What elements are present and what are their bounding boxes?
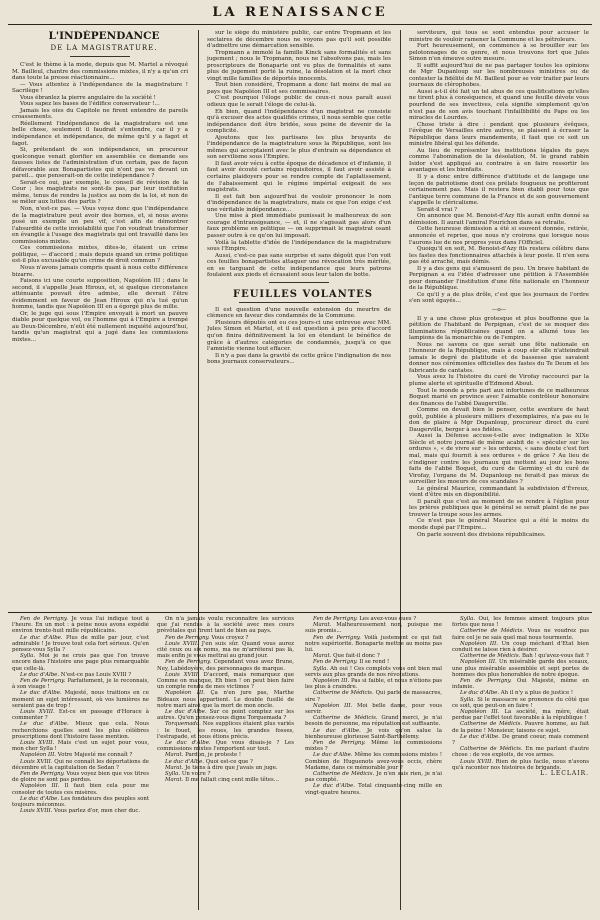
- paragraph: Nous ne savons ce que serait une fête nationale en l'honneur de la République, mais à coup sûr elle n'atteindrait jamais le degré de platitude et de bassesse que savaient donner nos cérémonies officielles des fastes du Te Deum et les fabricants de cantates.: [409, 341, 589, 374]
- dialogue-line: [452, 659, 589, 678]
- dialogue-speaker: Louis XVIII.: [460, 758, 496, 765]
- dialogue-line: [12, 709, 149, 721]
- dialogue-text: Grand merci, je n'ai besoin de personne, ma réputation est suffisante.: [305, 715, 442, 728]
- dialogue-text: Je vois qu'on salue la bienheureuse glorieuse Saint-Barthélemy.: [305, 727, 442, 740]
- dialogue-line: [157, 641, 294, 660]
- dialogue-line: [305, 740, 442, 752]
- dialogue-line: [305, 703, 442, 715]
- dialogue-text: Je n'en sais rien, je n'ai pas compté.: [305, 771, 442, 784]
- dialogue-speaker: Le duc d'Albe.: [20, 721, 76, 728]
- dialogue-speaker: Catherine de Médicis.: [313, 771, 377, 778]
- dialogue-text: On n'a jamais voulu reconnaître les services que j'ai rendus à la société avec mes cours prévôtales qui firent tant de bien au pays.: [157, 616, 294, 635]
- paragraph: C'est le thème à la mode, depuis que M. Martel a révoqué M. Baillеul, chantre des commissions mixtes, il n'y a qu'un cri dans toute la presse réactionnaire...: [12, 62, 188, 82]
- dialogue-speaker: Napoléon III.: [165, 690, 211, 697]
- dialogue-speaker: Le duc d'Albe.: [313, 752, 355, 759]
- dialogue-line: [157, 721, 294, 740]
- paragraph: On parle souvent des divisions républicaines.: [417, 531, 546, 538]
- dialogue-speaker: Louis XVIII.: [165, 671, 204, 678]
- paragraph: Serait-il vrai ?: [417, 206, 458, 213]
- dialogue-text: Plus de mille par jour, c'est admirable ! Je trouve tout cela fort sérieux. Qu'en pensez-vous Sylla ?: [12, 634, 149, 654]
- dialogue-speaker: Fen de Perrigny.: [165, 634, 212, 641]
- dialogue-speaker: Napoléon III.: [313, 702, 357, 709]
- dialogue-text: Que vous disais-je ? Les commissions mixtes l'emportent sur tout.: [157, 740, 294, 753]
- dialogue-text: Sur ce point comptez sur les autres. Qu'en pensez-vous digne Torquemada ?: [157, 709, 294, 722]
- dialogue-text: Que fait-il donc ?: [333, 653, 380, 660]
- dialogue-text: Les avez-vous eues ?: [359, 616, 417, 622]
- dialogue-line: [157, 709, 294, 721]
- feuilleton-title: FEUILLES VOLANTES: [232, 288, 374, 300]
- dialogue-speaker: Fen de Perrigny.: [20, 616, 72, 622]
- paragraph: Tout le monde a pris part aux infortunes de ce malheureux Boquet marié en province avec l'aimable contrôleur honoraire des finances de l'abbé Daugerville.: [409, 387, 589, 407]
- paragraph: Il suffit aujourd'hui de ne pas partager toutes les opinions de Mgr Dupanloup sur les nombreuses ministres ou de contester la fidélité de M. Baillеul pour se voir traiter par leurs journaux de clérophobes.: [409, 62, 589, 89]
- dialogue-text: En me parlant d'autre chose : de vos exploits, de vos armes.: [452, 746, 589, 759]
- dialogue-text: Bah ! qu'avez-vous fait ?: [522, 653, 589, 660]
- paragraph: Ce qu'il y a de plus drôle, c'est que les journaux de l'ordre s'en sont égayés...: [409, 291, 589, 305]
- dialogue-text: Pauvre homme, au fait de la peine ! Monsieur, taisons ce sujet.: [452, 721, 589, 734]
- dialogue-text: Si le massacre se prononce du côté que ce soit, que peut-on en faire !: [452, 696, 589, 709]
- dialogue-speaker: Sylla.: [460, 696, 478, 703]
- dialogue-text: Il faut bien cela pour me consoler de toutes ces misères.: [12, 783, 149, 796]
- dialogue-line: [305, 771, 442, 783]
- dialogue-speaker: Fen de Perrigny.: [20, 678, 68, 685]
- dialogue-speaker: Le duc d'Albe.: [313, 727, 367, 734]
- dialogue-text: N'est-ce pas Louis XVIII ?: [60, 671, 132, 678]
- dialogue-line: [452, 628, 589, 640]
- dialogue-text: J'en suis sûr. Quand vous aurez cité ceux ou six noms, ma ne m'arrêterai pas là, mais enfin je vous mettrai au grand jour.: [157, 640, 294, 660]
- paragraph: Ces commissions mixtes, dites-le, étaient un crime politique, — d'accord ; mais depuis quand un crime politique est-il plus excusable qu'un crime de droit commun ?: [12, 245, 188, 265]
- dialogue-line: [12, 771, 149, 783]
- dialogue-speaker: Marat.: [313, 653, 334, 660]
- dialogue-text: Les fondateurs des peuples sont toujours méconnus.: [12, 795, 149, 809]
- dialogue-line: [12, 678, 149, 690]
- dialogue-text: Parfaitement, je le reconnais, à son visage !: [12, 678, 149, 691]
- dialogue-text: Vous parlez d'or, mon cher duc.: [54, 808, 141, 815]
- author-signature: L. LECLAIR.: [540, 770, 589, 778]
- dialogue-line: [157, 777, 294, 783]
- dialogue-line: [305, 622, 442, 634]
- feuilleton-rule: [239, 302, 359, 303]
- dialogue-speaker: Le duc d'Albe.: [165, 740, 216, 747]
- paragraph: C'est pourquoi l'éloge public de ceux-ci nous paraît aussi odieux que le serait l'éloge de celui-là.: [207, 95, 391, 109]
- dialogue-speaker: Le duc d'Albe.: [460, 690, 501, 697]
- dialogue-speaker: Louis XVIII.: [165, 640, 202, 647]
- dialogue-speaker: Catherine de Médicis.: [313, 715, 382, 722]
- dialogue-speaker: Marat.: [165, 777, 186, 784]
- dialogue-speaker: Sylla.: [313, 665, 331, 672]
- paragraph: Chose triste à dire : pendant que plusieurs évêques, l'évêque de Versailles entre autres, se plaisent à écraser la République dans leurs mandements, il faut que ce soit un ministre libéral qui les défende.: [409, 121, 589, 148]
- paragraph: Vous ébranlez la pierre angulaire de la société !: [20, 94, 156, 101]
- paragraph: Il y a donc entre différence d'attitude et de langage une leçon de patriotisme dont ces prélats fougueux ne profiteront certainement pas. Mais il restera bien établi pour tous que l'antique terre commune de la France et de son gouvernement s'appelle le cléricalisme.: [409, 174, 589, 207]
- article-title: L'INDÉPENDANCE: [48, 30, 160, 42]
- column-2: [207, 30, 391, 608]
- dialogue-speaker: Louis XVIII.: [20, 740, 58, 747]
- dialogue-text: Même les commissions mixtes ! Combien de Huguenots avez-vous occis, chère Madame, dans ce mémorable jour ?: [305, 752, 442, 771]
- dialogue-speaker: Marat.: [165, 752, 186, 759]
- dialogue-speaker: Louis XVIII.: [20, 709, 59, 716]
- dialogue-speaker: Louis XVIII.: [20, 758, 55, 765]
- dialogue-speaker: Catherine de Médicis.: [313, 690, 376, 697]
- article-subtitle: DE LA MAGISTRATURE.: [50, 44, 158, 52]
- paragraph: Il y a une chose plus grotesque et plus bouffonne que la pétition de l'habitant de Perpignan, c'est de se moquer des illuminations républicaines quand on a allumé tous les lampions de la monarchie ou de l'empire.: [409, 315, 589, 342]
- dialogue-speaker: Marat.: [313, 622, 337, 629]
- dialogue-column-3: [305, 616, 442, 908]
- paragraph: Aussi la Défense accuse-t-elle avec indignation le XIXe Siècle et notre journal de même acabit de « spéculer sur les ordures », « de vivre sur » les ordures, « sans doute c'est fort mal, mais qui fournit à ses ordures » de grâce ? Au lieu de s'indigner contre les journaux qui mettent au jour les bons faits de l'abbé Boquet, du curé de Germiny et du curé de Virofay, l'organe de M. Dupanloup ne ferait-il pas mieux de surveiller les moeurs de ces scandales ?: [409, 433, 589, 486]
- paragraph: Comme on devait bien le penser, cette aventure de haut goût, publiée à plusieurs milliers d'exemplaires, n'a pas eu le don de plaire à Mgr Dupanloup, procureur direct du curé Daugerville, berger à ses fidèles.: [409, 407, 589, 433]
- paragraph: Or, le juge qui sous l'Empire envoyait à mort un pauvre diable pour quelque vol, ou l'homme qui à l'Empire a trempé au Deux-Décembre, n'eût été nullement inquiété aujourd'hui, tandis qu'un magistrat qui a jugé dans les commissions mixtes...: [12, 310, 188, 343]
- dialogue-speaker: Sylla.: [20, 653, 40, 660]
- paragraph: Plusieurs députés ont eu ces jours-ci une entrevue avec MM. Jules Simon et Martel, et il est question à peu près d'accord qu'on finira définitivement la loi en étendant le bénéfice de grâce à d'autres catégories de condamnés, jusqu'à ce que l'amnistie vienne tout effacer.: [207, 319, 391, 353]
- dialogue-speaker: Le duc d'Albe.: [20, 671, 61, 678]
- dialogue-text: Un votre ?: [181, 771, 211, 778]
- dialogue-line: [12, 616, 149, 635]
- dialogue-line: [452, 721, 589, 733]
- dialogue-speaker: Sylla.: [460, 616, 479, 622]
- paragraph: Aussi, c'est-ce pas sans surprise et sans dégoût que l'on voit ces feuilles bonapartistes attaquer une révocation très méritée, en se targuant de cette indépendance que leurs patrons foulaient aux pieds et écrasaient sous leur talon de botte.: [207, 252, 391, 279]
- dialogue-line: [305, 715, 442, 727]
- dialogue-speaker: Marat.: [165, 764, 186, 771]
- dialogue-text: Un misérable garde des sceaux, une plus misérable assemblée et sept portes de hommes des plus honorables de notre époque.: [452, 659, 589, 678]
- dialogue-text: Il me fallait cinq cent mille têtes...: [185, 777, 279, 784]
- dialogue-line: [12, 759, 149, 771]
- dialogue-text: Même les commissions mixtes ?: [305, 740, 442, 753]
- dialogue-line: [452, 734, 589, 746]
- dialogue-line: [12, 690, 149, 709]
- dialogue-column-1: [12, 616, 149, 908]
- dialogue-text: Ça n'en jure pas, Marthe Bideaux nous appartient. Le double fusillé de notre mari ainsi que la mort de mon oncle.: [157, 690, 294, 709]
- paragraph: Eh bien, quand l'indépendance d'un magistrat ne consiste qu'à excuser des actes qualifiés crimes, il nous semble que cette indépendance doit être bridée, sous peine de devenir de la complicité.: [207, 108, 391, 135]
- paragraph: Quoiqu'il en soit, M. Benoist-d'Azy fils restera célèbre dans les fastes des fonctionnaires attachés à leur poste. Il n'en sera pas été arraché, mais démis.: [409, 246, 589, 266]
- dialogue-line: [452, 746, 589, 758]
- dialogue-text: Vous ne voudrez pas faire cel je ne sais quel mal nous tourmente.: [452, 628, 589, 641]
- dialogue-text: Cependant vous avez Brune, Ney, Labédoyère, des personnages de marque.: [157, 659, 294, 672]
- paragraph: Il faut avoir vécu à cette époque de décadence et d'infamie, il faut avoir écouté certains réquisitoires, il faut avoir assisté à certains plaidoyers pour se rendre compte de l'aplatissement, de l'abaissement qui le régime impérial exigeait de ses magistrats.: [207, 160, 391, 194]
- dialogue-text: Pardon, je proteste !: [185, 752, 242, 759]
- paragraph: Vous sapez les bases de l'édifice conservateur !...: [20, 101, 160, 108]
- dialogue-speaker: Torquemada.: [165, 721, 203, 728]
- dialogue-speaker: Napoléon III.: [460, 659, 500, 666]
- masthead-rule: [8, 24, 592, 25]
- dialogue-line: [305, 783, 442, 795]
- paragraph: Si, prétendant de son indépendance, un procureur quelconque venait glorifier en assemblée ce demande ses fausses listes de l'administration d'un certain, pas de façon défavorable aux Bonapartistes qui n'ont pas vu devant un pareil... que penserait-on de cette indépendance ?: [12, 147, 188, 180]
- dialogue-speaker: Fen de Perrigny.: [165, 659, 214, 666]
- dialogue-line: [12, 653, 149, 672]
- paragraph: Aussi a-t-il été fait un tel abus de ces qualifications qu'elles ne tirent plus à conséquence, et quand une feuille dévote vous pourfend de ses invectives, cela signifie simplement qu'on n'est pas de son avis touchant l'infaillibilité du Pape ou les miracles de Lourdes.: [409, 88, 589, 122]
- paragraph: Voilà la tablette d'idée de l'indépendance de la magistrature sous l'Empire.: [207, 239, 391, 253]
- dialogue-speaker: Fen de Perrigny.: [313, 740, 372, 747]
- paragraph: Il n'y a pas dans la gravité de cette grâce l'indignation de nos bons journaux conservateurs...: [207, 352, 391, 366]
- dialogue-text: Majesté, nous traitions en ce moment un sujet intéressant, où vos lumières ne seraient pas de trop !: [12, 690, 149, 709]
- dialogue-line: [12, 635, 149, 654]
- section-separator: [269, 282, 329, 283]
- dialogue-speaker: Le duc d'Albe.: [313, 783, 359, 790]
- dialogue-speaker: Fen de Perrigny.: [20, 771, 67, 778]
- dialogue-column-2: [157, 616, 294, 908]
- paragraph: Le général Maurice, commandant la subdivision d'Évreux, vient d'être mis en disponibilité.: [409, 485, 589, 499]
- dialogue-speaker: Le duc d'Albe.: [20, 795, 61, 802]
- article4-body: [409, 30, 589, 538]
- dialogue-text: Pas si faible, et nous n'étions pas les plus à craindre.: [305, 678, 442, 691]
- dialogue-text: Ah oui ! Ces complots vous ont bien mal servis aux plus grands de nos révolutions.: [305, 665, 442, 678]
- dialogue-line: [12, 721, 149, 740]
- dialogue-text: Vous croyez ?: [211, 634, 249, 641]
- dialogue-text: Total cinquante-cinq mille en vingt-quatre heures.: [305, 783, 442, 796]
- paragraph: serviteurs, qui tous se sont entendus pour accuser le ministre de vouloir ramener la Commune et les pétroleurs.: [409, 30, 589, 43]
- dialogue-text: Vous voyez bien que vos titres de gloire ne sont pas perdus.: [12, 771, 149, 784]
- dialogue-text: Moi belle dame, pour vous servir.: [305, 702, 442, 716]
- dialogue-speaker: Louis XVIII.: [20, 808, 55, 815]
- dialogue-text: Qui parle de massacres, sire ?: [305, 690, 442, 703]
- dialogue-text: Oui, les femmes aiment toujours plus fortes que nous !: [452, 616, 589, 629]
- dialogue-speaker: Catherine de Médicis.: [460, 628, 528, 635]
- paragraph: Jamais les oies du Capitole ne firent entendre de pareils croassements.: [12, 107, 188, 121]
- dialogue-text: Je tiens à dire que j'avais un juge.: [185, 764, 278, 771]
- paragraph: Tout bien considéré, Tropmann a donc fait moins de mal au pays que Napoléon III et ses commissaires.: [207, 82, 391, 95]
- dialogue-text: De grand coeur, mais comment ?: [452, 733, 589, 747]
- article2-body: [207, 30, 391, 279]
- dialogue-text: Oui Majesté, même en infamie.: [452, 678, 589, 691]
- dialogue-text: D'accord, mais remarquez que Comme on manque, Eh bien ! on peut bien faire un compte rendu de mes victimes ?: [157, 671, 294, 691]
- dialogue-line: [157, 672, 294, 691]
- dialogue-speaker: Le duc d'Albe.: [460, 733, 503, 740]
- dialogue-text: Je vous l'ai indiqué tout à l'heure. En un mot : à peine nous avons expédié environ trente-huit mille républicains.: [12, 616, 149, 635]
- dialogue-text: Mieux que cela. Nous recherchions quelles sont les plus célèbres proscriptions dont l'histoire fasse mention.: [12, 721, 149, 740]
- title-separator: [70, 56, 130, 57]
- dialogue-text: Ah il n'y a plus de justice !: [500, 690, 574, 697]
- paragraph: Réellement l'indépendance de la magistrature est une belle chose, seulement il faudrait s'entendre, car il y a indépendance et indépendance, de même qu'il y a fagot et fagot.: [12, 120, 188, 147]
- column-1: [12, 30, 188, 608]
- dialogue-speaker: Le duc d'Albe.: [165, 709, 210, 716]
- paragraph: On annonce que M. Benoist-d'Azy fils aurait enfin donné sa démission. Il aurait l'amiral Fourichon dans sa retraite.: [409, 213, 589, 226]
- dialogue-line: [12, 740, 149, 752]
- dialogue-text: Il se rend !: [359, 659, 390, 666]
- dialogue-text: Votre Majesté me connaît ?: [57, 752, 133, 759]
- dialogue-text: Est-ce en passage d'Horace à commenter ?: [12, 709, 149, 722]
- paragraph: Nous n'avons jamais compris quant à nous cette différence bizarre.: [12, 264, 188, 278]
- dialogue-line: [12, 808, 149, 814]
- dialogue-speaker: Napoléon III.: [460, 640, 502, 647]
- paragraph: Vous avez lu l'histoire du curé de Virofay raccourci par la plume alerte et spirituelle d'Edmond About.: [409, 374, 589, 387]
- paragraph: Non, n'est-ce pas. — Vous voyez donc que l'indépendance de la magistrature peut avoir des bornes, et, si nous avons posé un exemple un peu vif, c'est afin de démontrer l'absurdité de cette inviolabilité que l'on voudrait transformer en évangile à l'usage des magistrats qui ont travaillé dans les commissions mixtes.: [12, 206, 188, 245]
- dialogue-speaker: Napoléon III.: [20, 783, 65, 790]
- paragraph: Une mise à pied immédiate punissait le malheureux de son courage d'intransigeance, — et, il ne s'agissait pas alors d'un faux problème en politique — on supprimait le magistrat osant passer outre à ce qu'on lui imposait.: [207, 213, 391, 239]
- dialogue-line: [452, 709, 589, 721]
- feuilleton-divider: [8, 612, 592, 613]
- dialogue-text: Un coup méchant d'Etat bien conduit ne laisse rien à désirer.: [452, 640, 589, 654]
- dialogue-line: [157, 740, 294, 752]
- dialogue-line: [305, 678, 442, 690]
- dialogue-line: [452, 616, 589, 628]
- dialogue-line: [305, 690, 442, 702]
- paragraph: Ajoutons que les partisans les plus bruyants de l'indépendance de la magistrature sous la République, sont les mêmes qui acceptaient avec le plus d'entrain sa dépendance et son servilisme sous l'Empire.: [207, 134, 391, 161]
- dialogue-text: Qui ne connaît les déportations de décembre et la capitulation de Sedan ?: [12, 758, 149, 771]
- dialogue-text: Nos supplices étaient plus variés : le fouet, les roues, les grandes fosses, l'estrapade, et nous étions précis.: [157, 721, 294, 740]
- dialogue-line: [157, 690, 294, 709]
- paragraph: Ce n'est pas le général Maurice qui a été le moins du monde dupé par l'Empire...: [409, 518, 589, 532]
- dialogue-speaker: Fen de Perrigny.: [313, 634, 365, 641]
- dialogue-text: La société, ma mère, était perdue par l'effet tout favorable à la république !: [452, 709, 589, 722]
- section-separator: —o—: [491, 306, 507, 313]
- paragraph: Serait-ce oui, par exemple, le conseil de révision de la Cour ; les magistrats ne sont-ils pas, par leur institution même, tenus de rendre la justice au nom de la loi, et non de se mêler aux luttes des partis ?: [12, 179, 188, 206]
- dialogue-line: [12, 783, 149, 795]
- dialogue-line: [452, 697, 589, 709]
- dialogue-line: [305, 635, 442, 654]
- masthead: LA RENAISSANCE: [212, 5, 388, 20]
- dialogue-line: [305, 752, 442, 771]
- dialogue-speaker: Napoléon III.: [460, 709, 505, 716]
- dialogue-text: Quoi est-ce que ?: [205, 758, 253, 765]
- paragraph: Tropmann a immolé la famille Kinck sans formalités et sans jugement ; nous le Tropmann, nous ne l'absolvons pas, mais les proscripteurs de Bonaparte ont vu plus de formalités et sans plus de jugement porté la ruine, la désolation et la mort chez vingt mille familles de déportés innocents.: [207, 49, 391, 82]
- dialogue-line: [157, 616, 294, 635]
- dialogue-speaker: Fen de Perrigny.: [313, 616, 360, 622]
- paragraph: Il paraît que c'est au moment de se rendre à l'église pour les prières publiques que le général se serait plaint de ne pas trouver la troupe sous les armes.: [409, 498, 589, 518]
- dialogue-text: Rien de plus facile, nous n'avons qu'à raconter nos histoires de brigands.: [452, 758, 589, 771]
- paragraph: Il est fait bon aujourd'hui de vouloir prononcer le nom d'indépendance de la magistrature, mais ce que l'on exige c'est une véritable indépendance...: [207, 193, 391, 213]
- dialogue-line: [305, 666, 442, 678]
- paragraph: Il y a des gens qui s'amusent de peu. Un brave habitant de Perpignan a eu l'idée d'adresser une pétition à l'Assemblée pour demander l'institution d'une fête nationale en l'honneur de la République.: [409, 265, 589, 292]
- dialogue-text: Voilà justement ce qui fait notre supériorité. Bonaparte mettre au moins pas lui.: [305, 634, 442, 654]
- paragraph: — Vous attentez à l'indépendance de la magistrature ! Sacrilège !: [12, 81, 188, 95]
- dialogue-text: Moi je ne crois pas que l'on trouve encore dans l'histoire une page plus remarquable que celle-là.: [12, 653, 149, 672]
- dialogue-line: [452, 678, 589, 690]
- paragraph: Cette heureuse démission a été si souvent donnée, retirée, annoncée et reprise, que nous n'y croirons que lorsque nous l'aurons lue de nos propres yeux dans l'Officiel.: [409, 226, 589, 246]
- dialogue-speaker: Sylla.: [165, 771, 182, 778]
- dialogue-speaker: Catherine de Médicis.: [460, 746, 526, 753]
- column-3: [409, 30, 589, 608]
- dialogue-line: [452, 641, 589, 653]
- paragraph: Au lieu de représenter les institutions légales du pays comme l'abomination de la désolation, M. le grand rabbin Isidor s'est appliqué au contraire à en faire ressortir les avantages et les bienfaits.: [409, 147, 589, 174]
- dialogue-speaker: Le duc d'Albe.: [20, 690, 65, 697]
- dialogue-line: [305, 728, 442, 740]
- dialogue-line: [12, 796, 149, 808]
- dialogue-text: Malheureusement non, puisque me suis promis...: [305, 622, 442, 635]
- dialogue-text: Mais c'est un sujet pour vous, mon cher Sylla !: [12, 740, 149, 753]
- paragraph: Faisons ici une courte supposition, Napoléon III ; dans le second, il s'appelle Jean Hiroux, et, si quelque circonstance atténuante pouvait être admise, elle devrait l'être évidemment en faveur de Jean Hiroux qui n'a tué qu'un homme, tandis que Napoléon III en a égorgé plus de mille.: [12, 278, 188, 311]
- paragraph: Fort heureusement, on commence à se brouiller sur les pelotonnages de ce genre, et nous trouvons fort que Jules Simon n'en émeuve outre mesure.: [409, 43, 589, 63]
- paragraph: sur le siège du ministère public, car entre Tropmann et les sectaires de décembre nous ne voyons pas qu'il soit possible d'admettre une démarcation sensible.: [207, 30, 391, 50]
- dialogue-line: [157, 659, 294, 671]
- dialogue-speaker: Le duc d'Albe.: [20, 634, 67, 641]
- dialogue-column-4: [452, 616, 589, 908]
- dialogue-speaker: Napoléon III.: [313, 678, 351, 685]
- dialogue-speaker: Napoléon III.: [20, 752, 58, 759]
- dialogue-speaker: Fen de Perrigny.: [313, 659, 360, 666]
- paragraph: Il est question d'une nouvelle extension du meurtre de clémence en faveur des condamnés de la Commune.: [207, 306, 391, 320]
- dialogue-speaker: Le duc d'Albe.: [165, 758, 206, 765]
- dialogue-speaker: Catherine de Médicis.: [460, 653, 523, 660]
- feuilleton-body: [207, 307, 391, 366]
- dialogue-speaker: Fen de Perrigny.: [460, 678, 517, 685]
- dialogue-speaker: Catherine de Médicis.: [460, 721, 525, 728]
- article1-body: [12, 62, 188, 344]
